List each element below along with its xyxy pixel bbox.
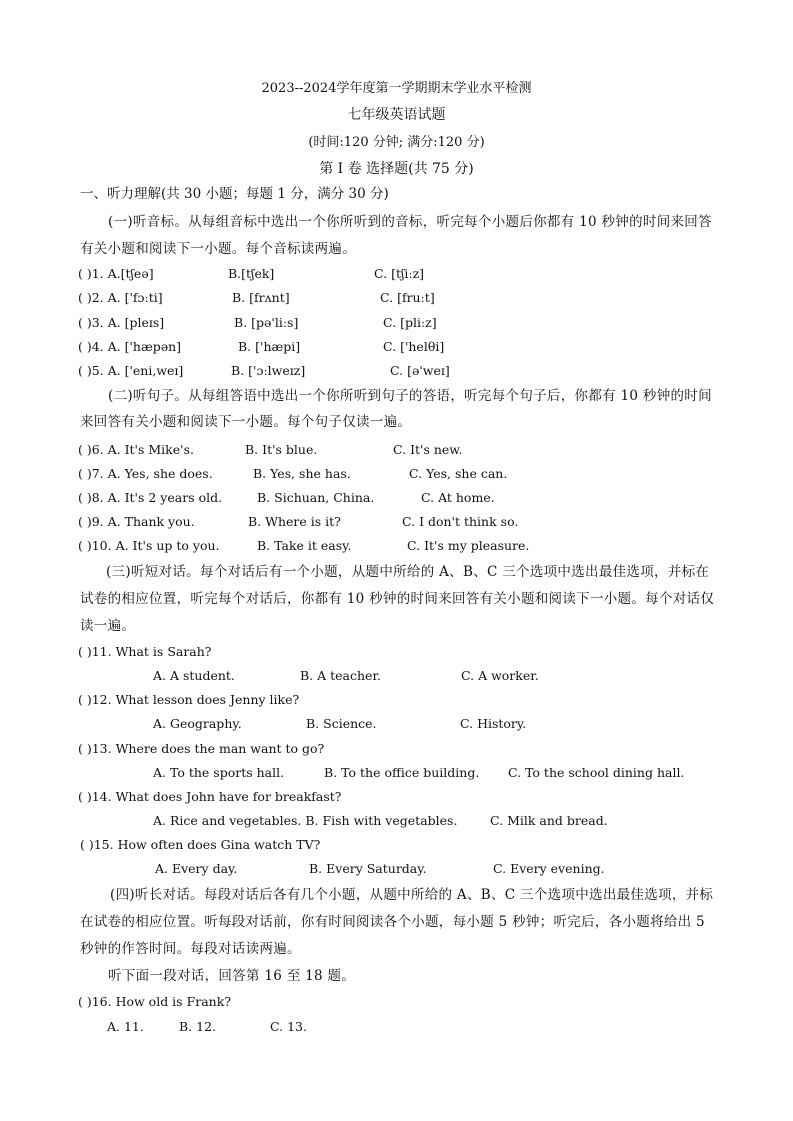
part3-instructions-line2: 试卷的相应位置，听完每个对话后，你都有 10 秒钟的时间来回答有关小题和阅读下一小题。每个对话仅 xyxy=(80,591,715,607)
exam-meta: (时间:120 分钟; 满分:120 分) xyxy=(308,135,485,150)
exam-subtitle: 七年级英语试题 xyxy=(347,107,446,123)
q13-option-c: C. To the school dining hall. xyxy=(508,765,685,780)
q14-option-c: C. Milk and bread. xyxy=(490,813,608,828)
q13-option-b: B. To the office building. xyxy=(324,765,480,780)
q7-option-c: C. Yes, she can. xyxy=(409,466,508,481)
q9-option-b: B. Where is it? xyxy=(248,514,341,529)
part1-instructions-line2: 有关小题和阅读下一小题。每个音标读两遍。 xyxy=(80,241,356,257)
question-11: ( )11. What is Sarah? xyxy=(78,644,212,659)
part2-instructions-line1: (二)听句子。从每组答语中选出一个你所听到句子的答语，听完每个句子后，你都有 10 秒钟的时间 xyxy=(108,388,712,404)
part3-instructions-line1: (三)听短对话。每个对话后有一个小题，从题中所给的 A、B、C 三个选项中选出最佳选项，并标在 xyxy=(106,564,710,580)
q6-option-b: B. It's blue. xyxy=(245,442,318,457)
q1-option-b: B.[tʃek] xyxy=(228,266,275,281)
q8-option-c: C. At home. xyxy=(421,490,495,505)
q15-option-c: C. Every evening. xyxy=(493,861,605,876)
q5-option-c: C. [ə'weɪ] xyxy=(390,363,450,378)
q4-option-c: C. ['helθi] xyxy=(383,339,445,354)
q16-option-c: C. 13. xyxy=(270,1019,307,1034)
q1-option-c: C. [tʃiːz] xyxy=(374,266,425,281)
q13-option-a: A. To the sports hall. xyxy=(153,765,285,780)
q10-option-b: B. Take it easy. xyxy=(257,538,352,553)
question-15: ( )15. How often does Gina watch TV? xyxy=(80,837,321,852)
q10-option-c: C. It's my pleasure. xyxy=(407,538,530,553)
part4-instructions-line1: (四)听长对话。每段对话后各有几个小题，从题中所给的 A、B、C 三个选项中选出最佳选项，并标 xyxy=(110,887,714,903)
volume-heading: 第 I 卷 选择题(共 75 分) xyxy=(319,161,474,177)
q15-option-b: B. Every Saturday. xyxy=(309,861,427,876)
question-14: ( )14. What does John have for breakfast? xyxy=(78,789,342,804)
q5-option-b: B. ['ɔːlweɪz] xyxy=(231,363,306,378)
q15-option-a: A. Every day. xyxy=(155,861,238,876)
exam-title: 2023--2024学年度第一学期期末学业水平检测 xyxy=(261,81,532,96)
section-heading: 一、听力理解(共 30 小题；每题 1 分，满分 30 分) xyxy=(80,186,389,202)
question-4: ( )4. A. ['hæpən] xyxy=(78,339,182,354)
question-2: ( )2. A. ['fɔːti] xyxy=(78,290,163,305)
q11-option-c: C. A worker. xyxy=(461,668,539,683)
question-8: ( )8. A. It's 2 years old. xyxy=(78,490,223,505)
part4-instructions-line3: 秒钟的作答时间。每段对话读两遍。 xyxy=(80,941,301,957)
question-9: ( )9. A. Thank you. xyxy=(78,514,195,529)
q3-option-b: B. [pə'liːs] xyxy=(234,315,299,330)
q14-option-ab: A. Rice and vegetables. B. Fish with vegetables. xyxy=(153,813,458,828)
question-1: ( )1. A.[tʃeə] xyxy=(78,266,154,281)
q16-option-b: B. 12. xyxy=(179,1019,217,1034)
question-13: ( )13. Where does the man want to go? xyxy=(78,741,325,756)
question-3: ( )3. A. [pleɪs] xyxy=(78,315,165,330)
q2-option-b: B. [frʌnt] xyxy=(232,290,290,305)
q2-option-c: C. [fruːt] xyxy=(380,290,435,305)
q7-option-b: B. Yes, she has. xyxy=(253,466,351,481)
part4-instructions-line2: 在试卷的相应位置。听每段对话前，你有时间阅读各个小题，每小题 5 秒钟；听完后，各小题将给出 5 xyxy=(80,914,705,930)
q6-option-c: C. It's new. xyxy=(393,442,463,457)
q12-option-b: B. Science. xyxy=(306,716,377,731)
part3-instructions-line3: 读一遍。 xyxy=(80,618,136,634)
q3-option-c: C. [pliːz] xyxy=(383,315,437,330)
question-16: ( )16. How old is Frank? xyxy=(78,994,231,1009)
part2-instructions-line2: 来回答有关小题和阅读下一小题。每个句子仅读一遍。 xyxy=(80,414,412,430)
q16-option-a: A. 11. xyxy=(107,1019,144,1034)
q11-option-b: B. A teacher. xyxy=(300,668,382,683)
part1-instructions-line1: (一)听音标。从每组音标中选出一个你所听到的音标，听完每个小题后你都有 10 秒钟的时间来回答 xyxy=(108,214,712,230)
q4-option-b: B. ['hæpi] xyxy=(238,339,301,354)
question-10: ( )10. A. It's up to you. xyxy=(78,538,220,553)
q9-option-c: C. I don't think so. xyxy=(402,514,519,529)
q12-option-a: A. Geography. xyxy=(153,716,242,731)
question-7: ( )7. A. Yes, she does. xyxy=(78,466,213,481)
q8-option-b: B. Sichuan, China. xyxy=(257,490,375,505)
question-6: ( )6. A. It's Mike's. xyxy=(78,442,194,457)
question-5: ( )5. A. ['eni,weɪ] xyxy=(78,363,184,378)
q11-option-a: A. A student. xyxy=(153,668,235,683)
part4-intro: 听下面一段对话，回答第 16 至 18 题。 xyxy=(108,968,356,984)
q12-option-c: C. History. xyxy=(460,716,527,731)
question-12: ( )12. What lesson does Jenny like? xyxy=(78,692,300,707)
